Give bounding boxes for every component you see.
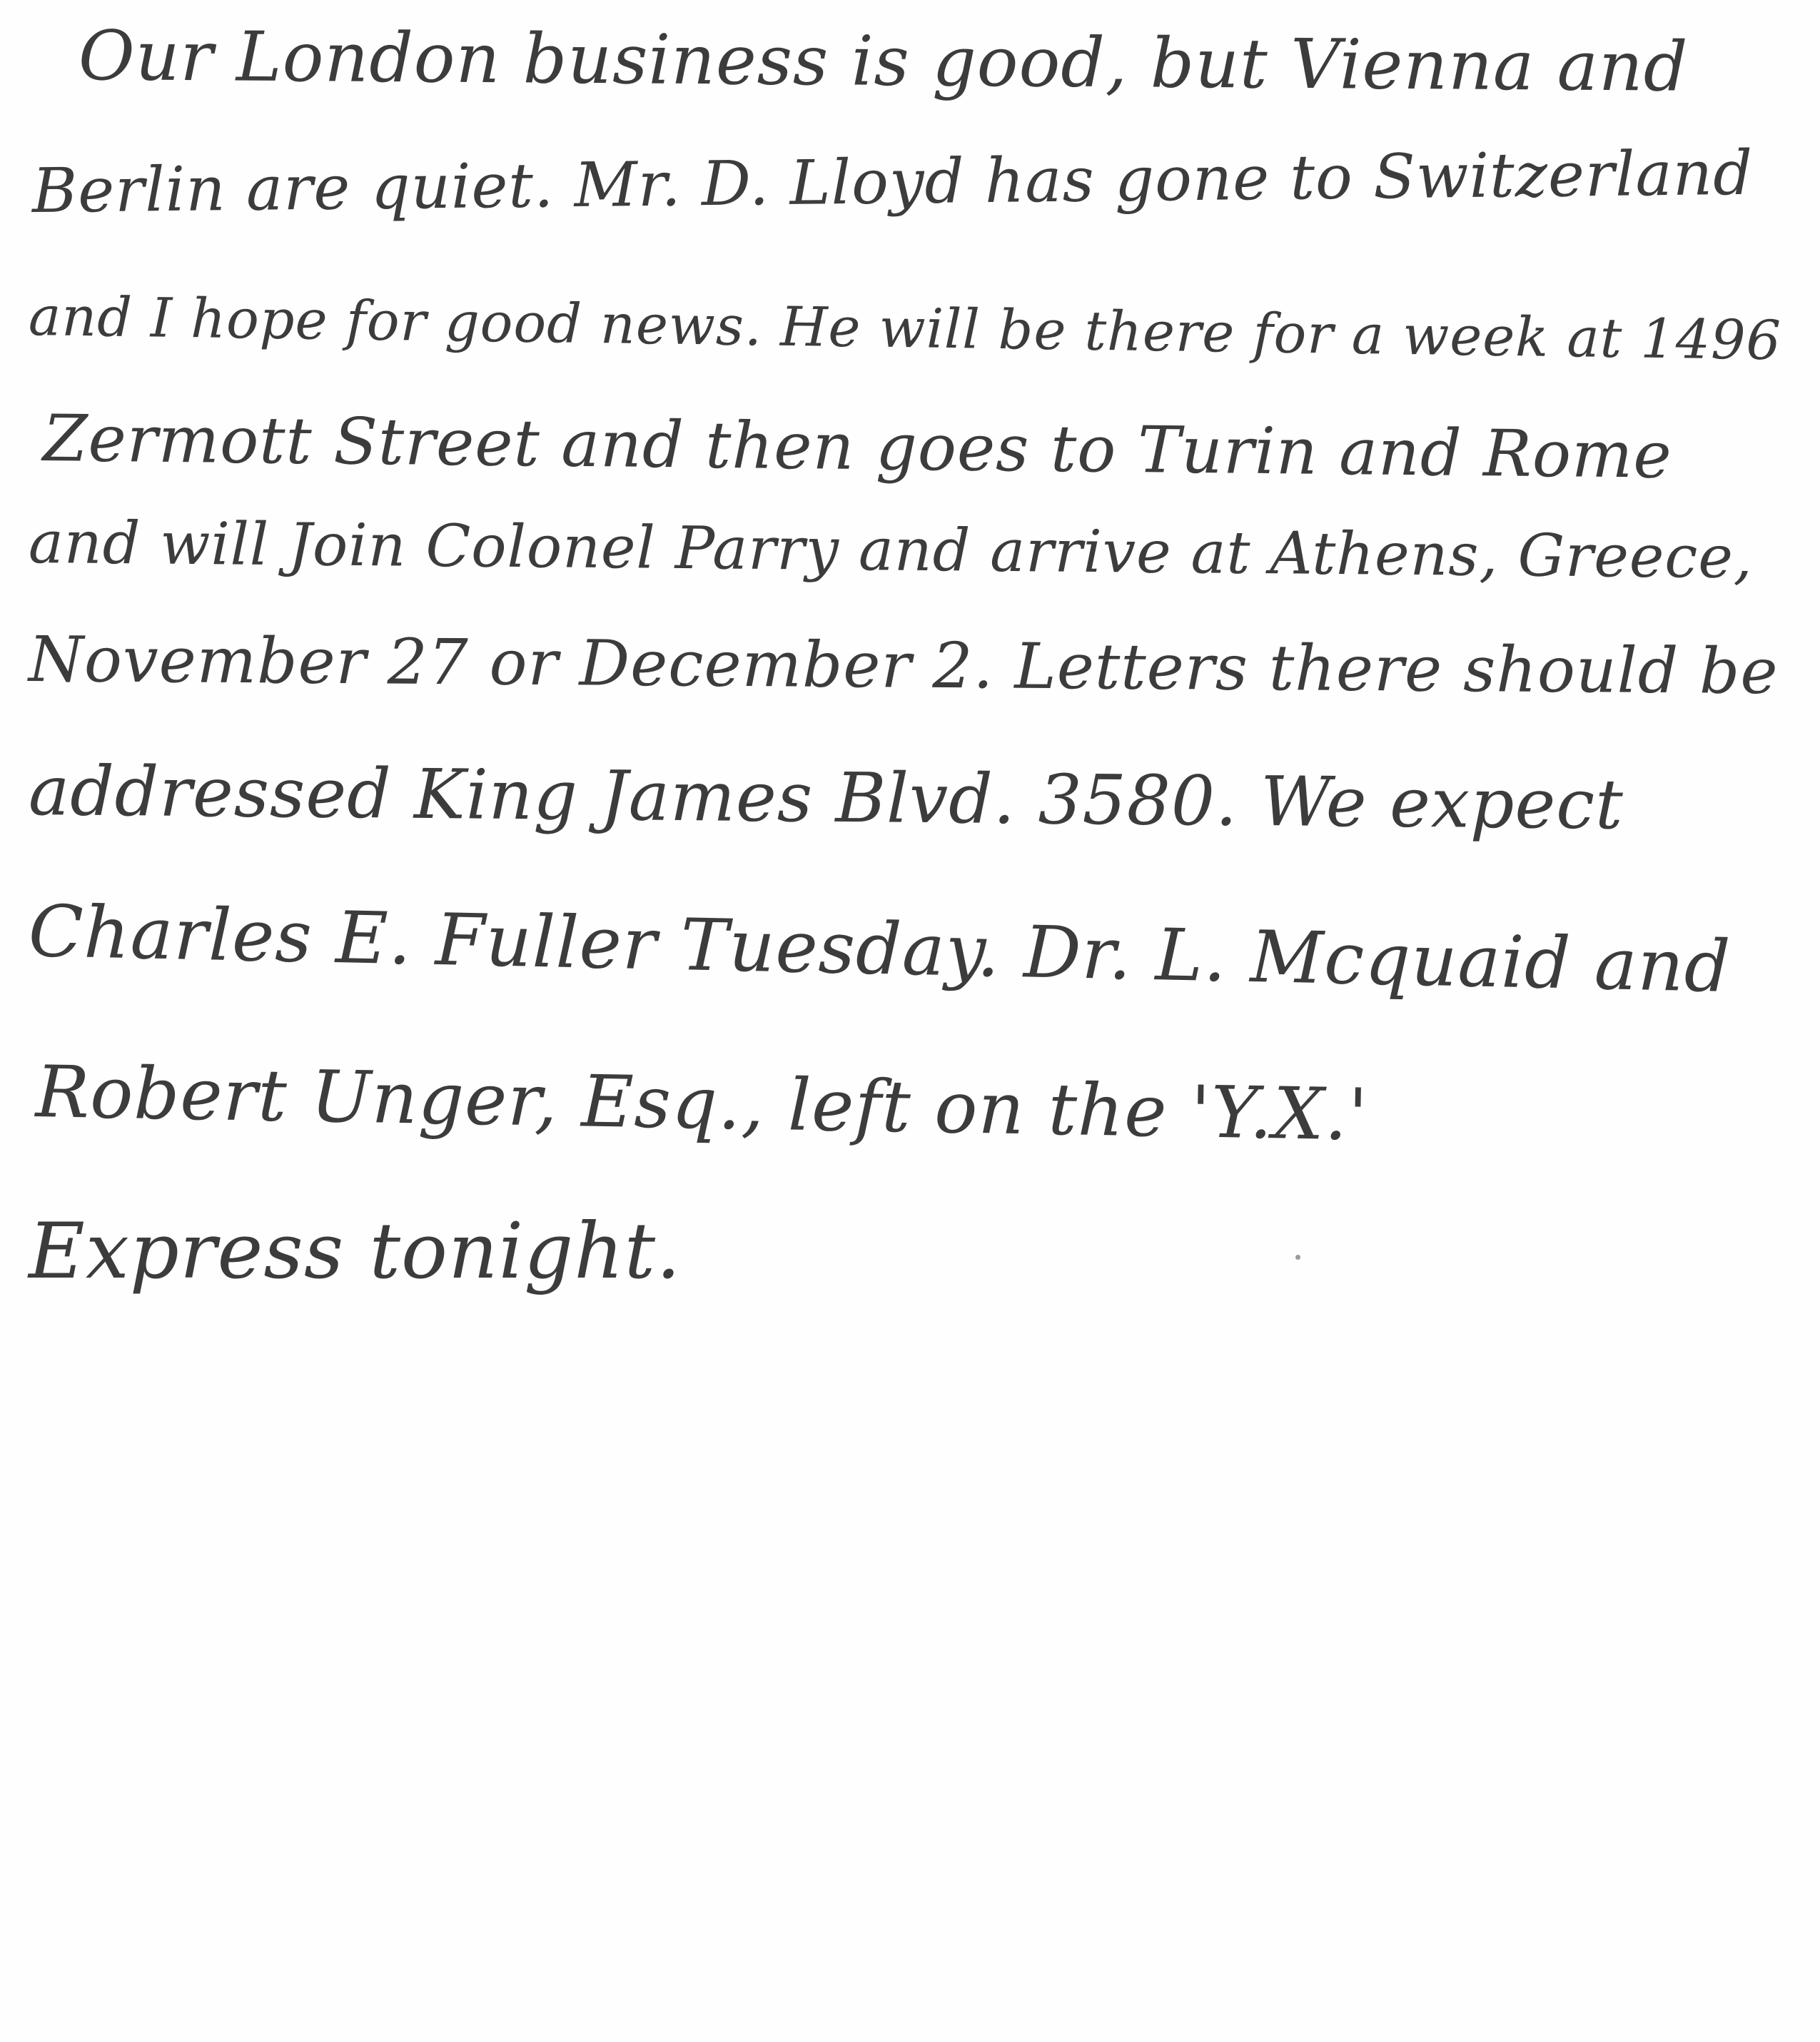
handwritten-line-2: Berlin are quiet. Mr. D. Lloyd has gone to Switzerland xyxy=(31,137,1754,227)
handwritten-line-4: Zermott Street and then goes to Turin and Rome xyxy=(42,401,1673,493)
handwritten-line-6: November 27 or December 2. Letters there should be xyxy=(28,622,1779,709)
handwritten-line-7: addressed King James Blvd. 3580. We expect xyxy=(28,751,1624,845)
handwritten-line-3: and I hope for good news. He will be there for a week at 1496 xyxy=(28,284,1782,373)
handwritten-line-5: and will Join Colonel Parry and arrive at Athens, Greece, xyxy=(28,509,1754,592)
handwritten-line-9: Robert Unger, Esq., left on the 'Y.X.' xyxy=(34,1050,1370,1157)
paper-speck xyxy=(1295,1255,1300,1260)
handwritten-line-1: Our London business is good, but Vienna and xyxy=(78,16,1689,107)
handwritten-line-8: Charles E. Fuller Tuesday. Dr. L. Mcquaid and xyxy=(27,889,1732,1009)
handwritten-line-10: Express tonight. xyxy=(29,1207,682,1296)
